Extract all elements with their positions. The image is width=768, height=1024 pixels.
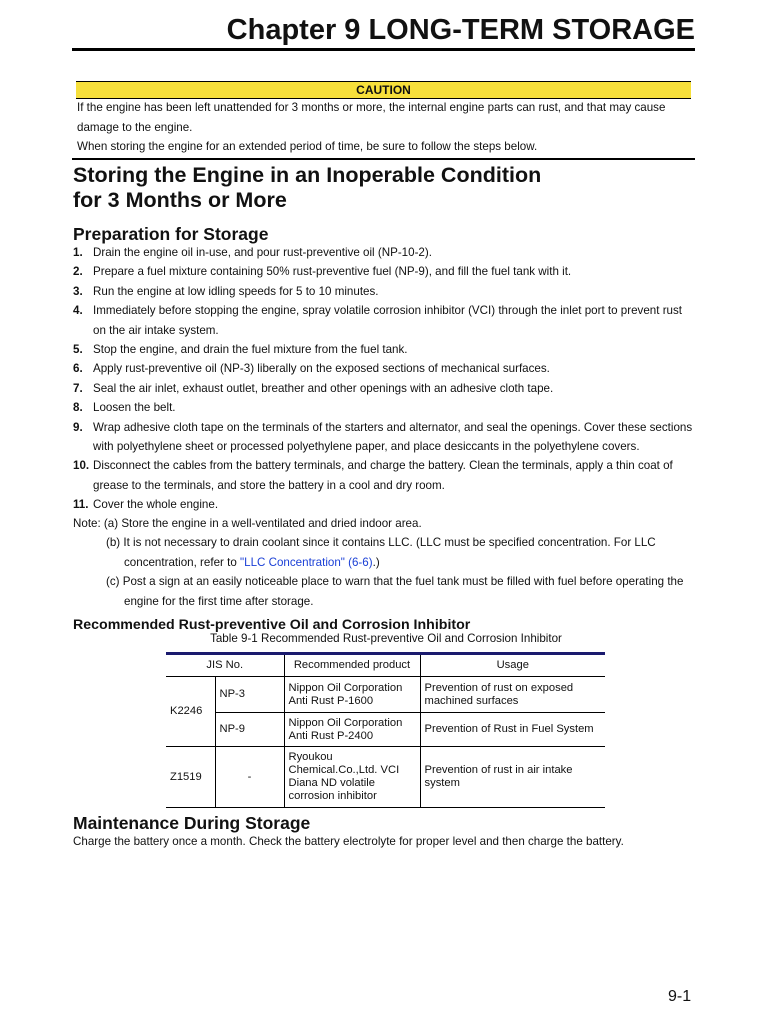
step-item [73,243,697,262]
step-number: 4. [73,304,83,318]
step-number: 3. [73,284,83,298]
step-text: Wrap adhesive cloth tape on the terminals of the starters and alternator, and seal the openings. Cover these sections with polyethylene sheet or processed polyethylene paper, and place desiccants in the polyethylene covers. [93,420,693,454]
cell-product: Ryoukou Chemical.Co.,Ltd. VCI Diana ND volatile corrosion inhibitor [284,747,420,808]
step-item [73,340,697,359]
step-item [73,379,697,398]
note-b-text: (b) It is not necessary to drain coolant since it contains LLC. (LLC must be specified concentration. For LLC concentration, refer to [106,536,656,569]
cell-code: NP-3 [215,677,284,713]
step-number: 11. [73,498,89,512]
step-number: 10. [73,459,90,473]
step-text: Disconnect the cables from the battery terminals, and charge the battery. Clean the terminals, apply a thin coat of grease to the terminals, and store the battery in a cool and dry room. [93,459,673,492]
step-item [73,359,697,378]
llc-concentration-link[interactable]: "LLC Concentration" (6-6) [240,555,373,569]
cell-usage: Prevention of Rust in Fuel System [420,713,605,747]
table-header-row [166,654,605,677]
chapter-title: Chapter 9 LONG-TERM STORAGE [226,14,695,46]
cell-code: - [215,747,284,808]
preparation-steps [73,243,697,515]
step-text: Stop the engine, and drain the fuel mixture from the fuel tank. [93,343,408,357]
caution-line: If the engine has been left unattended for 3 months or more, the internal engine parts can rust, and that may cause damage to the engine. [77,101,666,134]
cell-usage: Prevention of rust on exposed machined surfaces [420,677,605,713]
maintenance-heading: Maintenance During Storage [73,813,311,833]
step-number: 1. [73,246,83,259]
step-item [73,418,697,457]
step-item [73,495,697,514]
step-text: Immediately before stopping the engine, spray volatile corrosion inhibitor (VCI) through the inlet port to prevent rust on the air intake system. [93,304,683,337]
table-caption: Table 9-1 Recommended Rust-preventive Oil and Corrosion Inhibitor [210,632,562,645]
step-number: 5. [73,343,83,357]
cell-code: NP-9 [215,713,284,747]
step-number: 8. [73,401,83,415]
page-number: 9-1 [668,988,692,1005]
section-title-line: Storing the Engine in an Inoperable Condition [73,163,542,187]
step-item [73,456,697,495]
caution-text [77,98,697,157]
step-item [73,262,697,281]
title-rule [72,48,695,51]
cell-product: Nippon Oil Corporation Anti Rust P-2400 [284,713,420,747]
step-number: 9. [73,420,83,434]
step-item [73,301,697,340]
step-text: Prepare a fuel mixture containing 50% rust-preventive fuel (NP-9), and fill the fuel tank with it. [93,265,572,279]
cell-jis: K2246 [166,677,215,747]
caution-line: When storing the engine for an extended period of time, be sure to follow the steps below. [77,140,538,153]
storage-notes [73,514,697,611]
cell-usage: Prevention of rust in air intake system [420,747,605,808]
table-row [166,747,605,808]
note-b [73,533,697,572]
step-text: Loosen the belt. [93,401,176,415]
note-a: Note: (a) Store the engine in a well-ventilated and dried indoor area. [73,517,422,530]
step-text: Run the engine at low idling speeds for 5 to 10 minutes. [93,284,379,298]
section-title-line: for 3 Months or More [73,188,287,212]
section-title [73,163,693,213]
step-text: Drain the engine oil in-use, and pour rust-preventive oil (NP-10-2). [93,246,432,259]
section-rule [72,158,695,160]
note-c: (c) Post a sign at an easily noticeable place to warn that the fuel tank must be filled with fuel before operating the engine for the first time after storage. [106,575,684,608]
recommended-table [166,652,605,808]
maintenance-text: Charge the battery once a month. Check the battery electrolyte for proper level and then charge the battery. [73,835,624,848]
step-item [73,282,697,301]
step-number: 7. [73,381,83,395]
header-jis: JIS No. [166,654,284,677]
recommended-heading: Recommended Rust-preventive Oil and Corrosion Inhibitor [73,617,471,633]
header-product: Recommended product [284,654,420,677]
step-number: 6. [73,362,83,376]
header-usage: Usage [420,654,605,677]
caution-label: CAUTION [76,81,691,99]
step-item [73,398,697,417]
table-row [166,713,605,747]
cell-product: Nippon Oil Corporation Anti Rust P-1600 [284,677,420,713]
step-text: Seal the air inlet, exhaust outlet, breather and other openings with an adhesive cloth tape. [93,381,554,395]
step-number: 2. [73,265,83,279]
cell-jis: Z1519 [166,747,215,808]
table-row [166,677,605,713]
step-text: Apply rust-preventive oil (NP-3) liberally on the exposed sections of mechanical surfaces. [93,362,550,376]
step-text: Cover the whole engine. [93,498,219,512]
note-b-end: .) [372,555,380,569]
preparation-heading: Preparation for Storage [73,224,269,244]
